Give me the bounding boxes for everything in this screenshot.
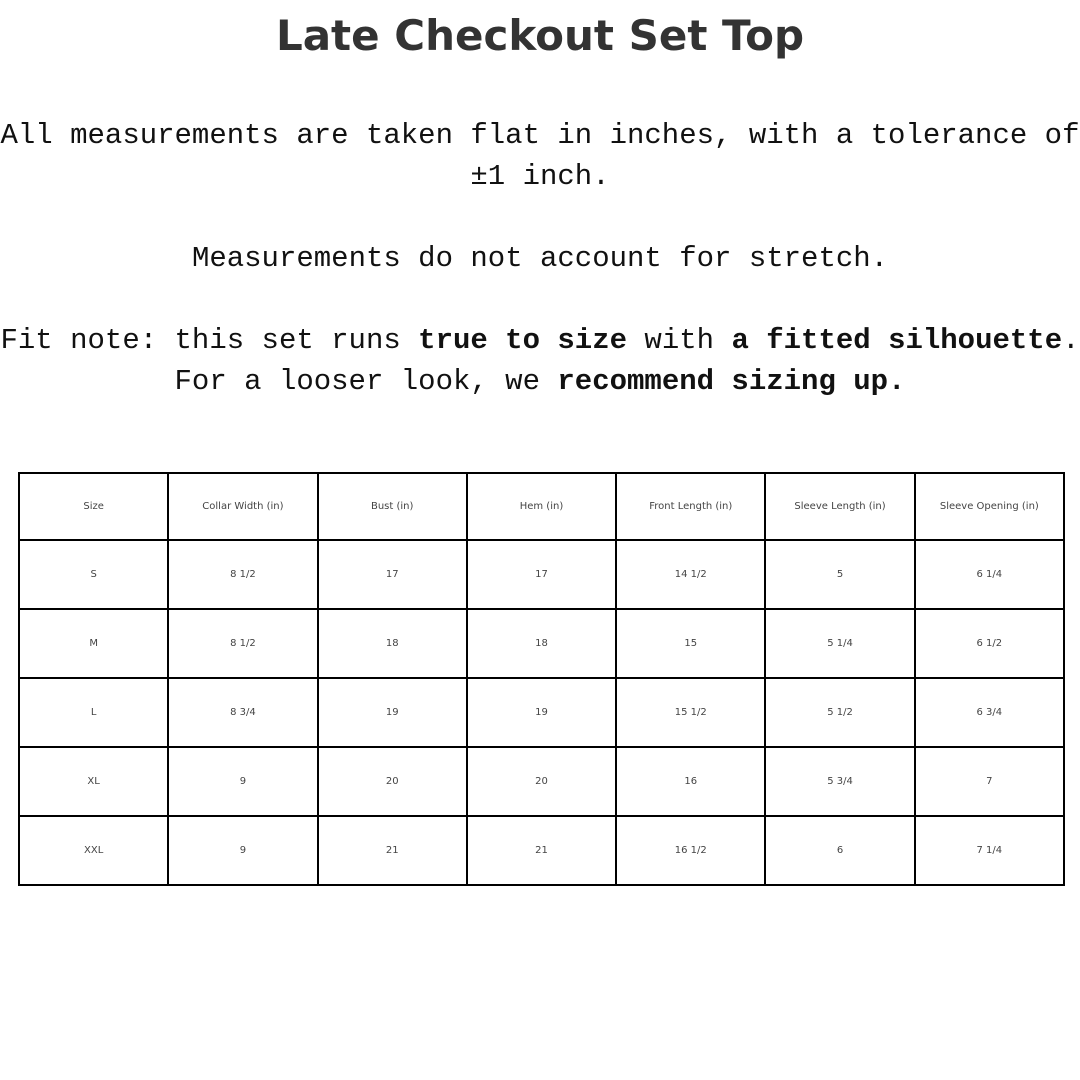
cell-size: XXL: [19, 816, 168, 885]
fit-note-emphasis-true-to-size: true to size: [418, 324, 628, 357]
fit-note-text: Fit note: this set runs: [0, 324, 419, 357]
table-row: [19, 609, 1064, 678]
cell-bust: 17: [318, 540, 467, 609]
cell-collar-width: 9: [168, 816, 317, 885]
cell-collar-width: 9: [168, 747, 317, 816]
cell-collar-width: 8 1/2: [168, 540, 317, 609]
cell-sleeve-length: 5: [765, 540, 914, 609]
header-front-length: Front Length (in): [616, 473, 765, 540]
header-collar-width: Collar Width (in): [168, 473, 317, 540]
table-row: [19, 747, 1064, 816]
cell-hem: 21: [467, 816, 616, 885]
header-size: Size: [19, 473, 168, 540]
table-row: [19, 678, 1064, 747]
cell-sleeve-opening: 7: [915, 747, 1064, 816]
cell-front-length: 16 1/2: [616, 816, 765, 885]
cell-bust: 21: [318, 816, 467, 885]
header-sleeve-length: Sleeve Length (in): [765, 473, 914, 540]
cell-hem: 19: [467, 678, 616, 747]
table-row: [19, 540, 1064, 609]
cell-sleeve-length: 5 1/4: [765, 609, 914, 678]
cell-front-length: 16: [616, 747, 765, 816]
cell-size: M: [19, 609, 168, 678]
cell-sleeve-opening: 6 1/2: [915, 609, 1064, 678]
cell-size: L: [19, 678, 168, 747]
table-row: [19, 816, 1064, 885]
cell-collar-width: 8 3/4: [168, 678, 317, 747]
fit-note-emphasis-sizing-up: recommend sizing up.: [557, 365, 906, 398]
header-sleeve-opening: Sleeve Opening (in): [915, 473, 1064, 540]
cell-bust: 19: [318, 678, 467, 747]
fit-note: [0, 320, 1080, 402]
fit-note-text: with: [627, 324, 732, 357]
size-chart-table: [18, 472, 1065, 886]
header-hem: Hem (in): [467, 473, 616, 540]
cell-bust: 20: [318, 747, 467, 816]
cell-collar-width: 8 1/2: [168, 609, 317, 678]
cell-sleeve-length: 6: [765, 816, 914, 885]
cell-hem: 20: [467, 747, 616, 816]
measurement-note: All measurements are taken flat in inches, with a tolerance of ±1 inch.: [0, 119, 1080, 193]
cell-hem: 17: [467, 540, 616, 609]
cell-sleeve-length: 5 3/4: [765, 747, 914, 816]
cell-front-length: 15: [616, 609, 765, 678]
cell-sleeve-opening: 6 1/4: [915, 540, 1064, 609]
cell-size: XL: [19, 747, 168, 816]
cell-size: S: [19, 540, 168, 609]
cell-front-length: 15 1/2: [616, 678, 765, 747]
cell-sleeve-opening: 6 3/4: [915, 678, 1064, 747]
cell-sleeve-opening: 7 1/4: [915, 816, 1064, 885]
cell-sleeve-length: 5 1/2: [765, 678, 914, 747]
fit-note-emphasis-fitted-silhouette: a fitted silhouette: [731, 324, 1063, 357]
table-header-row: [19, 473, 1064, 540]
cell-bust: 18: [318, 609, 467, 678]
stretch-note: Measurements do not account for stretch.: [191, 242, 889, 275]
fit-note-text: . For a looser look, we: [174, 324, 1080, 398]
header-bust: Bust (in): [318, 473, 467, 540]
cell-front-length: 14 1/2: [616, 540, 765, 609]
cell-hem: 18: [467, 609, 616, 678]
page-title: Late Checkout Set Top: [275, 11, 805, 60]
